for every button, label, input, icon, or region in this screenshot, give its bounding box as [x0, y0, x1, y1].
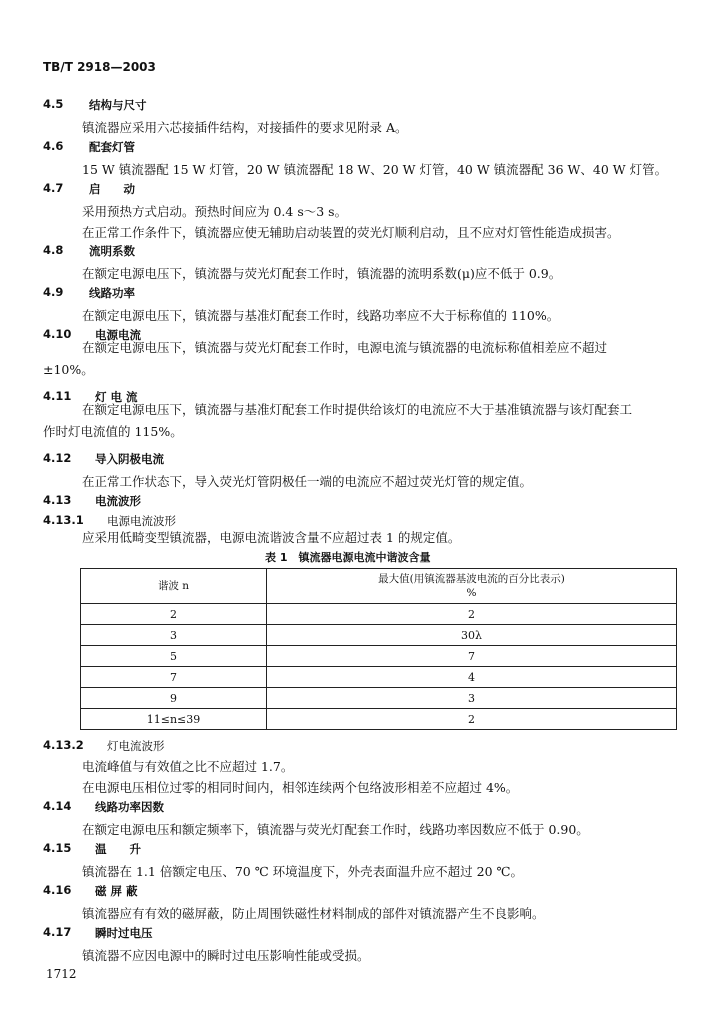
table-cell: 30λ [267, 625, 677, 646]
table-cell: 2 [267, 709, 677, 730]
paragraph: 在额定电源电压下，镇流器与基准灯配套工作时，线路功率应不大于标称值的 110%。 [82, 308, 560, 323]
paragraph: 应采用低畸变型镇流器，电源电流谐波含量不应超过表 1 的规定值。 [82, 530, 461, 545]
paragraph: 电流峰值与有效值之比不应超过 1.7。 [82, 759, 294, 774]
section-number: 4.8 [43, 243, 64, 257]
section-number: 4.9 [43, 285, 64, 299]
section-title: 温 升 [95, 842, 141, 856]
table-cell: 7 [81, 667, 267, 688]
section-number: 4.11 [43, 389, 72, 403]
paragraph: 镇流器在 1.1 倍额定电压、70 ℃ 环境温度下，外壳表面温升应不超过 20 ℃。 [82, 864, 523, 879]
section-title: 电源电流 [95, 328, 141, 342]
paragraph: 在正常工作状态下，导入荧光灯管阴极任一端的电流应不超过荧光灯管的规定值。 [82, 474, 533, 489]
section-title: 瞬时过电压 [95, 926, 153, 940]
table-cell: 4 [267, 667, 677, 688]
section-title: 线路功率因数 [95, 800, 164, 814]
table-row [81, 646, 677, 667]
section-number: 4.6 [43, 139, 64, 153]
paragraph: 采用预热方式启动。预热时间应为 0.4 s～3 s。 [82, 204, 348, 219]
section-number: 4.15 [43, 841, 72, 855]
section-title: 灯 电 流 [95, 390, 138, 404]
section-number: 4.5 [43, 97, 64, 111]
section-number: 4.12 [43, 451, 72, 465]
table-row [81, 625, 677, 646]
section-number: 4.13 [43, 493, 72, 507]
table-header-cell [267, 569, 677, 604]
table-cell: 9 [81, 688, 267, 709]
paragraph: 镇流器应有有效的磁屏蔽，防止周围铁磁性材料制成的部件对镇流器产生不良影响。 [82, 906, 545, 921]
section-title: 线路功率 [89, 286, 135, 300]
section-title: 电流波形 [95, 494, 141, 508]
paragraph: 在额定电源电压下，镇流器与基准灯配套工作时提供给该灯的电流应不大于基准镇流器与该灯配套工作时灯电流值的 115%。 [43, 402, 633, 439]
header-line: % [466, 587, 477, 599]
paragraph: 在额定电源电压和额定频率下，镇流器与荧光灯配套工作时，线路功率因数应不低于 0.90。 [82, 822, 589, 837]
table-header-cell: 谐波 n [81, 569, 267, 604]
paragraph: 15 W 镇流器配 15 W 灯管，20 W 镇流器配 18 W、20 W 灯管，40 W 镇流器配 36 W、40 W 灯管。 [82, 162, 668, 177]
paragraph: 镇流器不应因电源中的瞬时过电压影响性能或受损。 [82, 948, 370, 963]
paragraph: 在正常工作条件下，镇流器应使无辅助启动装置的荧光灯顺利启动，且不应对灯管性能造成损害。 [82, 225, 620, 240]
table-cell: 3 [267, 688, 677, 709]
table-cell: 11≤n≤39 [81, 709, 267, 730]
table-header-row [81, 569, 677, 604]
paragraph: 在额定电源电压下，镇流器与荧光灯配套工作时，电源电流与镇流器的电流标称值相差应不超过 ±10%。 [43, 340, 608, 377]
section-number: 4.7 [43, 181, 64, 195]
section-number: 4.16 [43, 883, 72, 897]
table-cell: 7 [267, 646, 677, 667]
section-number: 4.17 [43, 925, 72, 939]
section-title: 灯电流波形 [107, 739, 165, 753]
harmonic-table [80, 568, 677, 730]
document-code: TB/T 2918—2003 [43, 60, 156, 74]
table-row [81, 667, 677, 688]
section-title: 流明系数 [89, 244, 135, 258]
table-row [81, 688, 677, 709]
header-line: 最大值(用镇流器基波电流的百分比表示) [378, 573, 565, 585]
section-number: 4.10 [43, 327, 72, 341]
section-number: 4.13.2 [43, 738, 84, 752]
section-number: 4.14 [43, 799, 72, 813]
table-row [81, 604, 677, 625]
table-caption: 表 1 镇流器电源电流中谐波含量 [265, 551, 431, 564]
section-title: 磁 屏 蔽 [95, 884, 138, 898]
page-number: 1712 [46, 967, 77, 981]
section-title: 结构与尺寸 [89, 98, 147, 112]
table-cell: 2 [81, 604, 267, 625]
section-title: 启 动 [89, 182, 135, 196]
table-cell: 5 [81, 646, 267, 667]
section-number: 4.13.1 [43, 513, 84, 527]
paragraph: 在电源电压相位过零的相同时间内，相邻连续两个包络波形相差不应超过 4%。 [82, 780, 519, 795]
paragraph: 在额定电源电压下，镇流器与荧光灯配套工作时，镇流器的流明系数(μ)应不低于 0.9。 [82, 266, 562, 281]
section-title: 配套灯管 [89, 140, 135, 154]
section-title: 电源电流波形 [107, 514, 176, 528]
table-row [81, 709, 677, 730]
table-cell: 2 [267, 604, 677, 625]
paragraph: 镇流器应采用六芯接插件结构，对接插件的要求见附录 A。 [82, 120, 408, 135]
table-cell: 3 [81, 625, 267, 646]
section-title: 导入阴极电流 [95, 452, 164, 466]
